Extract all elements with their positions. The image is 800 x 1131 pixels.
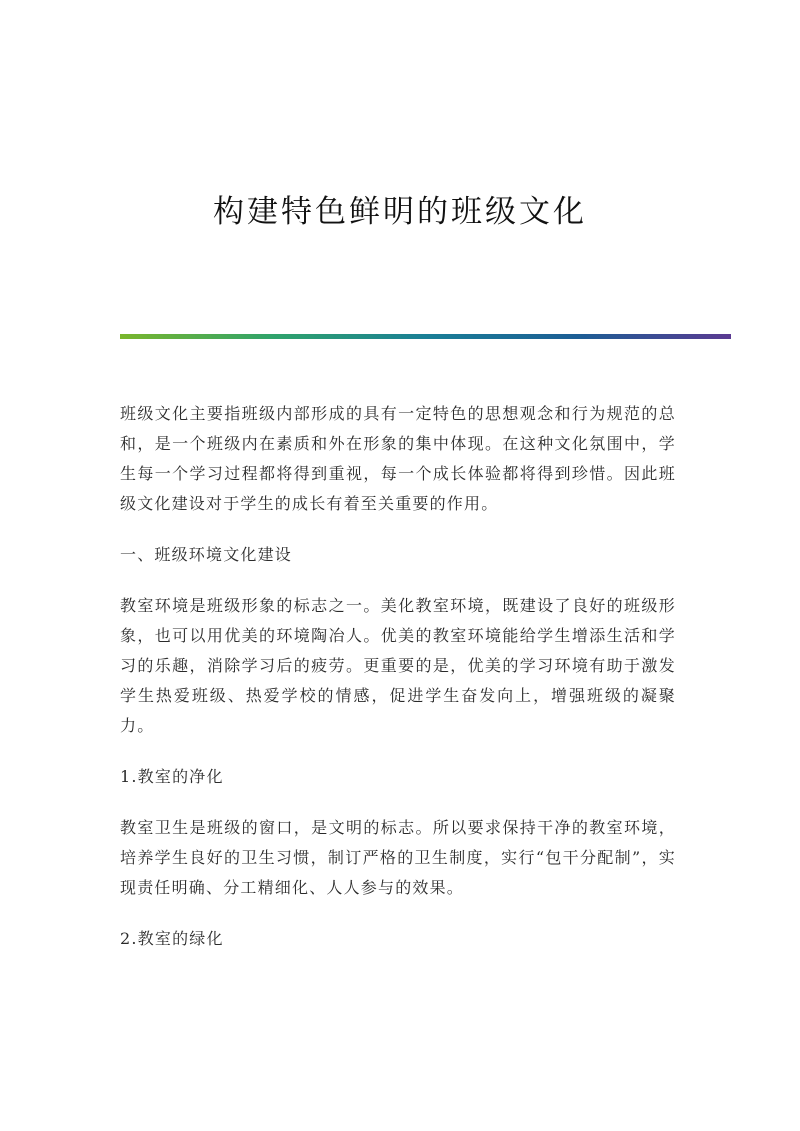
title-divider [120, 334, 731, 339]
document-title: 构建特色鲜明的班级文化 [213, 194, 587, 230]
section-heading-environment: 一、班级环境文化建设 [120, 545, 293, 564]
subheading-greening: 2.教室的绿化 [120, 929, 224, 948]
environment-paragraph: 教室环境是班级形象的标志之一。美化教室环境，既建设了良好的班级形象，也可以用优美的环境陶冶人。优美的教室环境能给学生增添生活和学习的乐趣，消除学习后的疲劳。更重要的是，优美的学习环境有助于激发学生热爱班级、热爱学校的情感，促进学生奋发向上，增强班级的凝聚力。 [120, 596, 676, 735]
subheading-cleaning: 1.教室的净化 [120, 767, 224, 786]
cleaning-paragraph: 教室卫生是班级的窗口，是文明的标志。所以要求保持干净的教室环境，培养学生良好的卫生习惯，制订严格的卫生制度，实行“包干分配制”，实现责任明确、分工精细化、人人参与的效果。 [120, 818, 676, 897]
intro-paragraph: 班级文化主要指班级内部形成的具有一定特色的思想观念和行为规范的总和，是一个班级内在素质和外在形象的集中体现。在这种文化氛围中，学生每一个学习过程都将得到重视，每一个成长体验都将得到珍惜。因此班级文化建设对于学生的成长有着至关重要的作用。 [120, 404, 676, 513]
document-body [120, 399, 676, 975]
